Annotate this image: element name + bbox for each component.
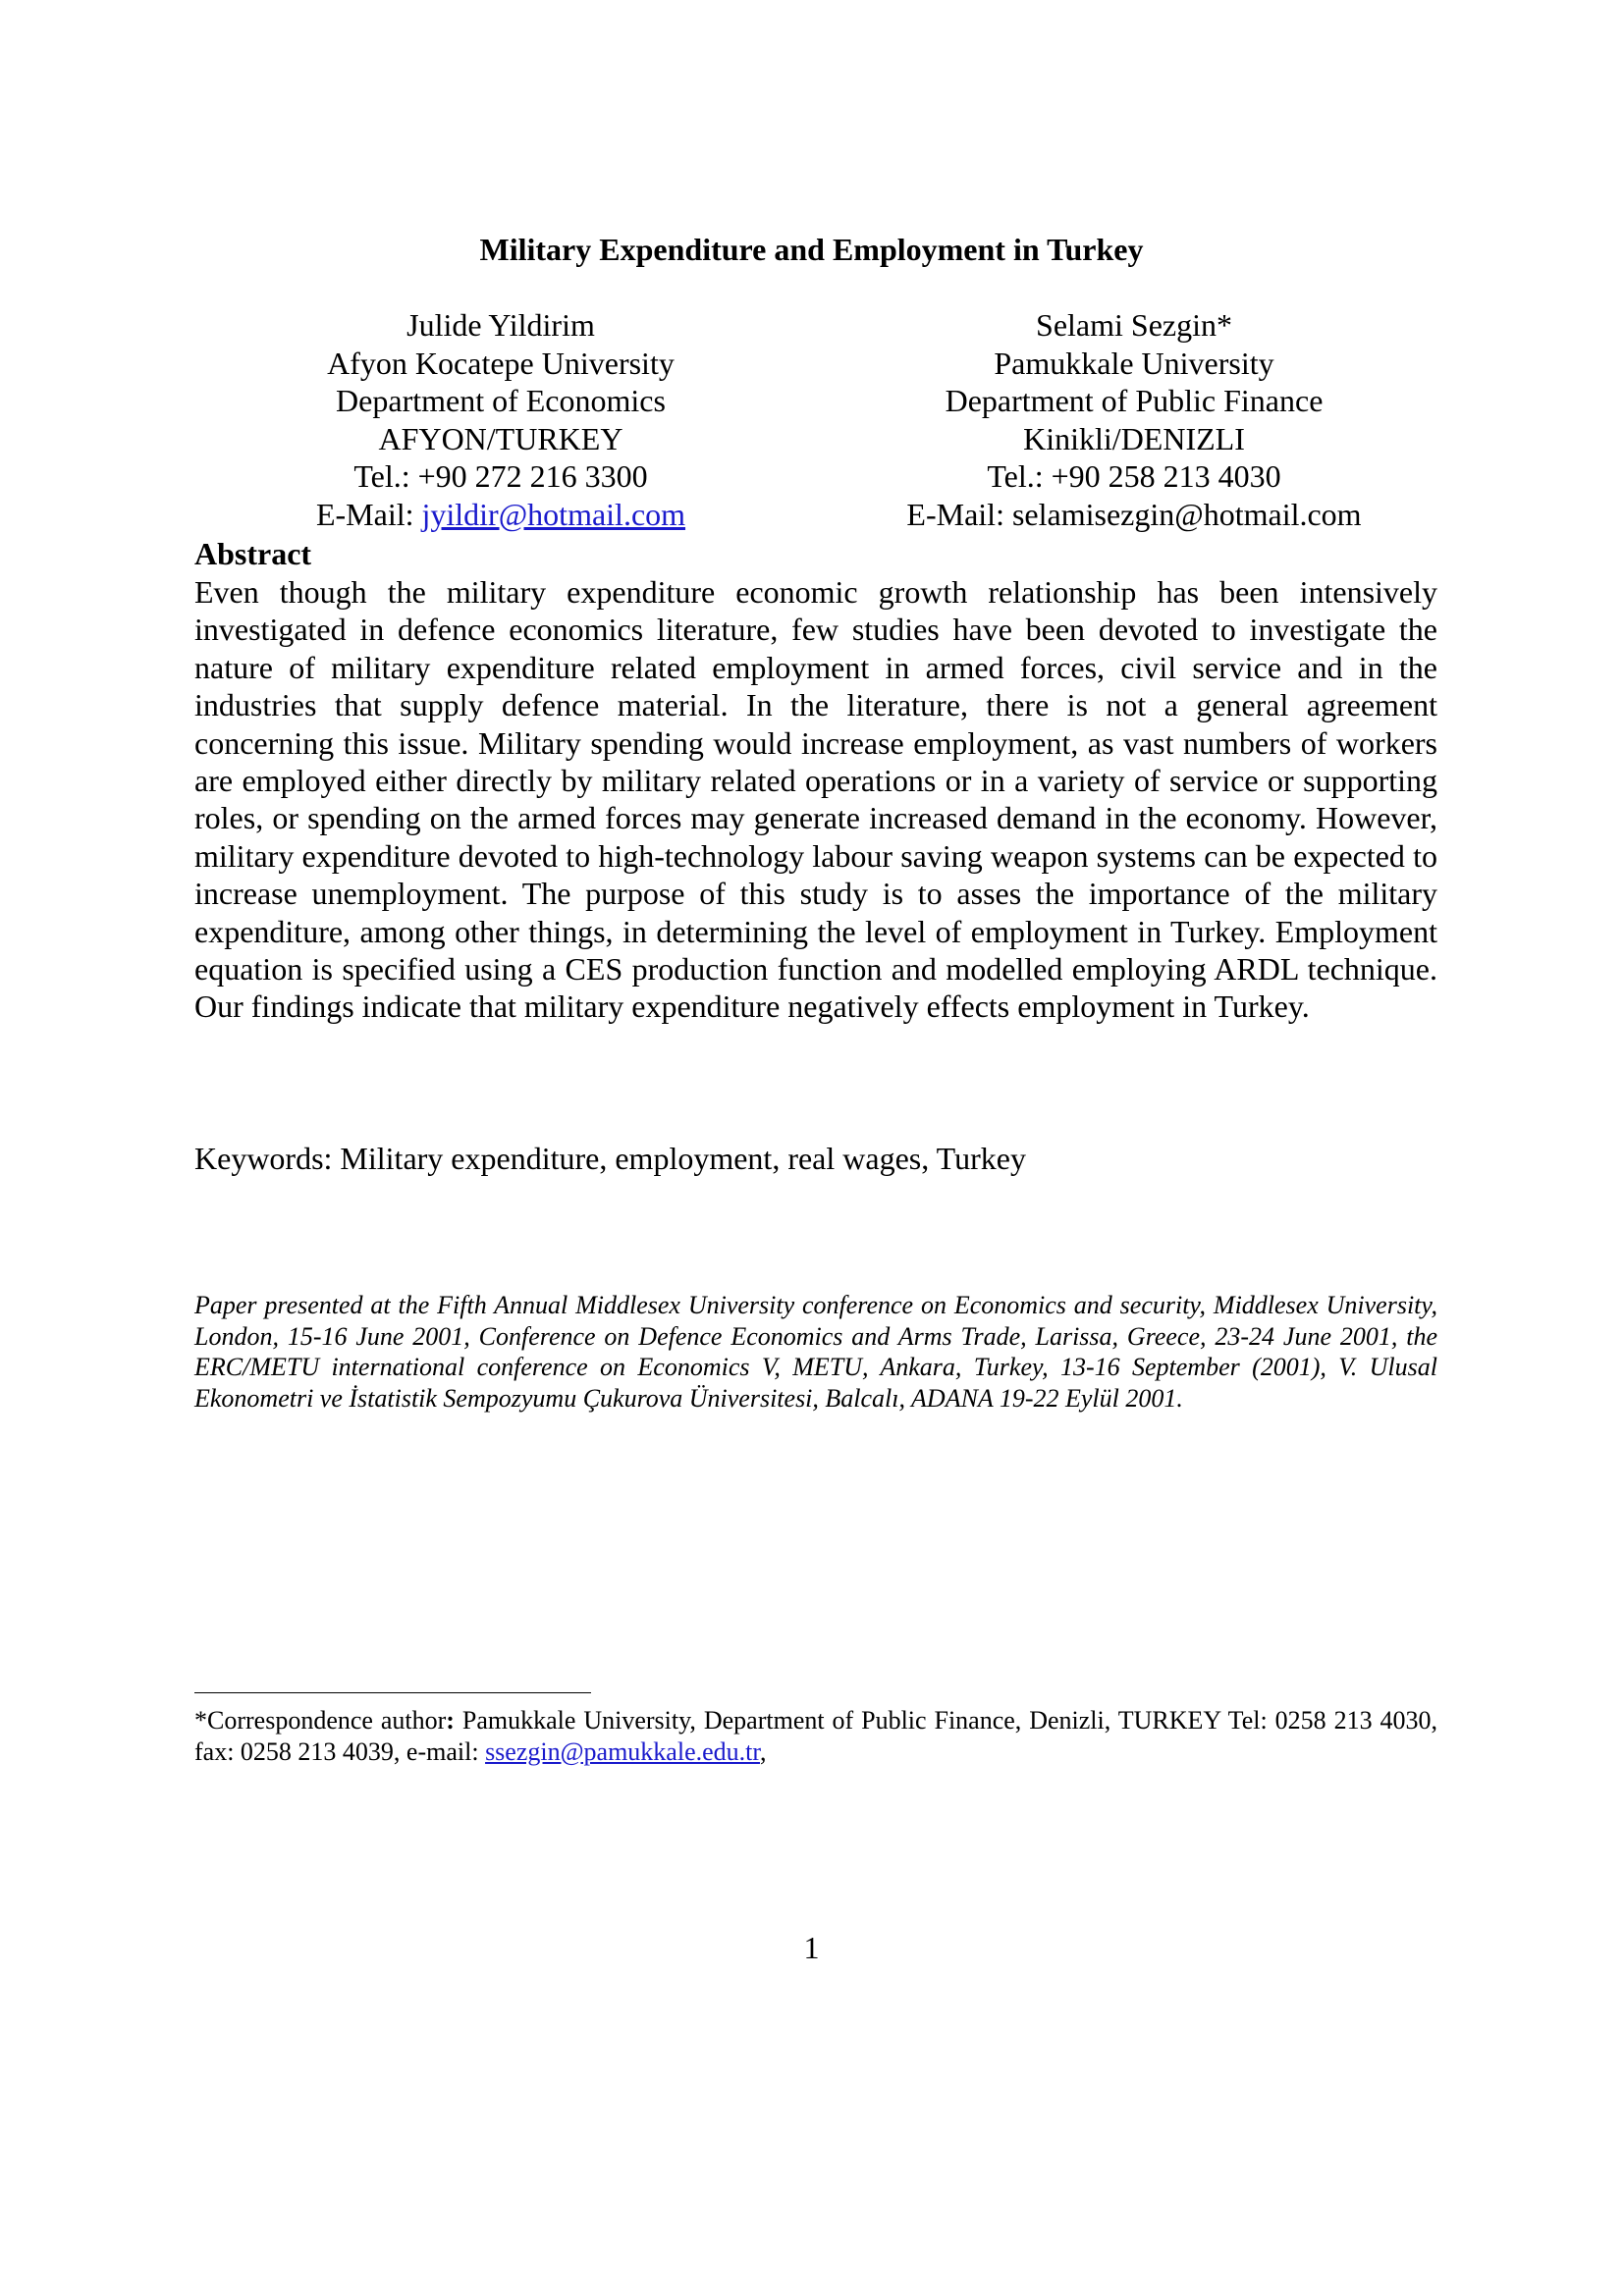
author-email-line [245, 496, 756, 534]
footnote-divider [194, 1692, 591, 1693]
author-block-1 [245, 306, 756, 533]
footnote-suffix: , [760, 1736, 767, 1766]
author-affiliation: Pamukkale University [994, 345, 1274, 381]
footnote-colon: : [446, 1706, 455, 1735]
author-email-line [864, 496, 1404, 534]
author-affiliation: Afyon Kocatepe University [327, 345, 675, 381]
email-label: E-Mail: [315, 496, 422, 532]
footnote-text: Pamukkale University, Department of Public Finance, Denizli, TURKEY Tel: 0258 213 4030, fax: 0258 213 4039, e-mail: [194, 1706, 1437, 1766]
presentation-note: Paper presented at the Fifth Annual Middlesex University conference on Economics and security, Middlesex University, London, 15-16 June 2001, Conference on Defence Economics and Arms Trade, Larissa, Greece, 23-24 June 2001, the ERC/METU international conference on Economics V, METU, Ankara, Turkey, 13-16 September (2001), V. Ulusal Ekonometri ve İstatistik Sempozyumu Çukurova Üniversitesi, Balcalı, ADANA 19-22 Eylül 2001. [194, 1291, 1437, 1413]
footnote-email-link[interactable]: ssezgin@pamukkale.edu.tr [485, 1736, 760, 1766]
author-name: Julide Yildirim [406, 307, 595, 343]
author-name: Selami Sezgin* [1036, 307, 1232, 343]
abstract-heading: Abstract [194, 536, 312, 571]
author-block-2 [864, 306, 1404, 533]
author-tel: Tel.: +90 272 216 3300 [353, 458, 648, 494]
author-department: Department of Public Finance [945, 383, 1324, 418]
abstract-text: Even though the military expenditure economic growth relationship has been intensively investigated in defence economics literature, few studies have been devoted to investigate the nature of military expenditure related employment in armed forces, civil service and in the industries that supply defence material. In the literature, there is not a general agreement concerning this issue. Military spending would increase employment, as vast numbers of workers are employed either directly by military related operations or in a variety of service or supporting roles, or spending on the armed forces may generate increased demand in the economy. However, military expenditure devoted to high-technology labour saving weapon systems can be expected to increase unemployment. The purpose of this study is to asses the importance of the military expenditure, among other things, in determining the level of employment in Turkey. Employment equation is specified using a CES production function and modelled employing ARDL technique. Our findings indicate that military expenditure negatively effects employment in Turkey. [194, 574, 1437, 1025]
author-location: AFYON/TURKEY [378, 420, 623, 456]
author-department: Department of Economics [336, 383, 666, 418]
paper-title: Military Expenditure and Employment in Turkey [479, 232, 1144, 267]
author-location: Kinikli/DENIZLI [1023, 420, 1245, 456]
email-label: E-Mail: [906, 496, 1012, 532]
author-tel: Tel.: +90 258 213 4030 [987, 458, 1281, 494]
keywords: Keywords: Military expenditure, employment, real wages, Turkey [194, 1141, 1026, 1176]
footnote-prefix: *Correspondence author [194, 1706, 447, 1735]
author-email: selamisezgin@hotmail.com [1011, 496, 1362, 532]
footnote [194, 1705, 1437, 1767]
author-email-link[interactable]: jyildir@hotmail.com [421, 496, 686, 532]
page-number: 1 [803, 1930, 820, 1965]
